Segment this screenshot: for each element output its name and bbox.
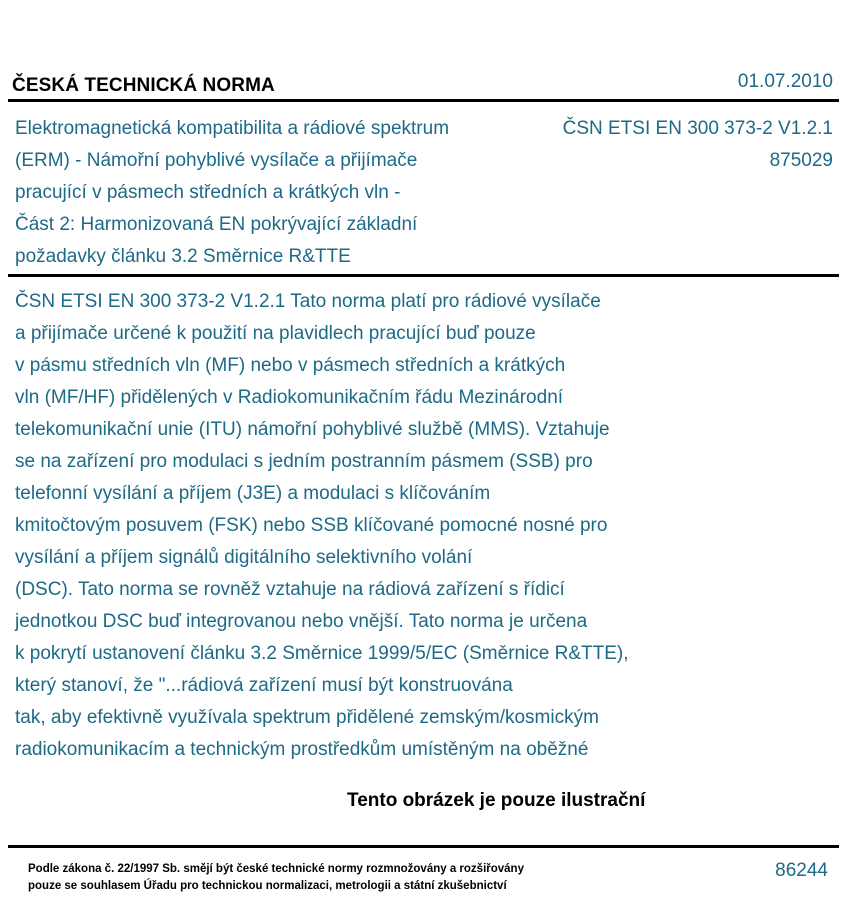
- legal-notice-line: Podle zákona č. 22/1997 Sb. smějí být české technické normy rozmnožovány a rozšiřovány: [28, 863, 524, 875]
- abstract-line: telekomunikační unie (ITU) námořní pohyblivé službě (MMS). Vztahuje: [15, 419, 610, 440]
- standard-title-line: požadavky článku 3.2 Směrnice R&TTE: [15, 246, 351, 267]
- abstract-line: vysílání a příjem signálů digitálního selektivního volání: [15, 547, 473, 568]
- header-divider: [8, 99, 839, 102]
- abstract-line: který stanoví, že "...rádiová zařízení musí být konstruována: [15, 675, 513, 696]
- abstract-line: k pokrytí ustanovení článku 3.2 Směrnice 1999/5/EC (Směrnice R&TTE),: [15, 643, 629, 664]
- abstract-line: se na zařízení pro modulaci s jedním postranním pásmem (SSB) pro: [15, 451, 593, 472]
- abstract-line: jednotkou DSC buď integrovanou nebo vnější. Tato norma je určena: [15, 611, 588, 632]
- standard-title-line: (ERM) - Námořní pohyblivé vysílače a přijímače: [15, 150, 418, 171]
- publication-date: 01.07.2010: [737, 71, 833, 92]
- standard-title-line: Elektromagnetická kompatibilita a rádiové spektrum: [15, 118, 450, 139]
- abstract-line: v pásmu středních vln (MF) nebo v pásmech středních a krátkých: [15, 355, 566, 376]
- abstract-line: vln (MF/HF) přidělených v Radiokomunikačním řádu Mezinárodní: [15, 387, 564, 408]
- document-number: 86244: [775, 860, 828, 881]
- abstract-line: tak, aby efektivně využívala spektrum přidělené zemským/kosmickým: [15, 707, 599, 728]
- legal-notice-line: pouze se souhlasem Úřadu pro technickou normalizaci, metrologii a státní zkušebnictví: [28, 880, 507, 892]
- legal-notice: [28, 861, 524, 895]
- title-divider: [8, 274, 839, 277]
- abstract-line: radiokomunikacím a technickým prostředkům umístěným na oběžné: [15, 739, 589, 760]
- footer-divider: [8, 845, 839, 848]
- abstract-line: ČSN ETSI EN 300 373-2 V1.2.1 Tato norma platí pro rádiové vysílače: [15, 291, 601, 312]
- standard-title-line: Část 2: Harmonizovaná EN pokrývající základní: [15, 214, 418, 235]
- classification-number: 875029: [769, 150, 833, 171]
- document-type-title: ČESKÁ TECHNICKÁ NORMA: [12, 75, 275, 96]
- abstract-line: a přijímače určené k použití na plavidlech pracující buď pouze: [15, 323, 536, 344]
- abstract-line: telefonní vysílání a příjem (J3E) a modulaci s klíčováním: [15, 483, 491, 504]
- standard-title-line: pracující v pásmech středních a krátkých vln -: [15, 182, 401, 203]
- standard-identifier: [563, 113, 833, 177]
- standard-title: [15, 113, 515, 273]
- abstract-line: kmitočtovým posuvem (FSK) nebo SSB klíčované pomocné nosné pro: [15, 515, 608, 536]
- abstract-line: (DSC). Tato norma se rovněž vztahuje na rádiová zařízení s řídicí: [15, 579, 565, 600]
- abstract-text: [15, 286, 815, 766]
- standard-code: ČSN ETSI EN 300 373-2 V1.2.1: [562, 118, 833, 139]
- illustrative-note: Tento obrázek je pouze ilustrační: [347, 790, 646, 811]
